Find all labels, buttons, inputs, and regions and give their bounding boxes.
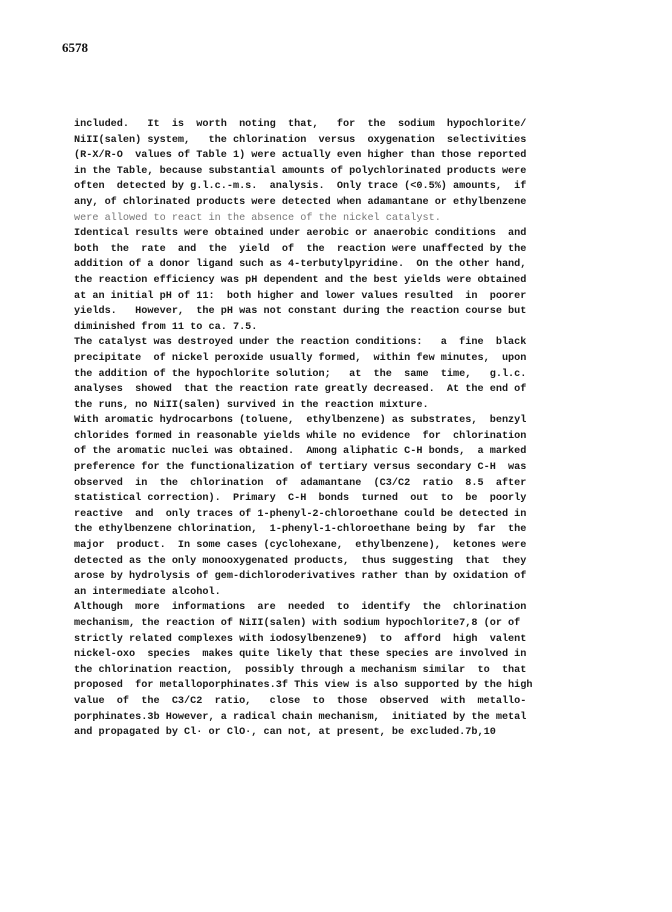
text-line: and propagated by Cl· or ClO·, can not, at present, be excluded.7b,10	[74, 727, 496, 739]
text-line: an intermediate alcohol.	[74, 586, 221, 598]
text-line: precipitate of nickel peroxide usually formed, within few minutes, upon	[74, 352, 527, 364]
text-line: addition of a donor ligand such as 4-terbutylpyridine. On the other hand,	[74, 259, 527, 271]
text-line: any, of chlorinated products were detected when adamantane or ethylbenzene	[74, 196, 527, 208]
text-line: mechanism, the reaction of NiII(salen) with sodium hypochlorite7,8 (or of	[74, 618, 521, 629]
text-line: observed in the chlorination of adamantane (C3/C2 ratio 8.5 after	[74, 477, 527, 489]
text-line: diminished from 11 to ca. 7.5.	[74, 321, 258, 333]
text-line: the runs, no NiII(salen) survived in the reaction mixture.	[74, 399, 429, 411]
text-line: NiII(salen) system, the chlorination versus oxygenation selectivities	[74, 134, 527, 146]
page-number: 6578	[62, 40, 88, 55]
text-line: analyses showed that the reaction rate greatly decreased. At the end of	[74, 384, 527, 396]
text-line: the addition of the hypochlorite solution; at the same time, g.l.c.	[74, 368, 527, 380]
text-line: Although more informations are needed to identify the chlorination	[74, 602, 527, 614]
text-line: of the aromatic nuclei was obtained. Among aliphatic C-H bonds, a marked	[74, 446, 527, 458]
text-line: With aromatic hydrocarbons (toluene, ethylbenzene) as substrates, benzyl	[74, 415, 527, 427]
text-line: nickel-oxo species makes quite likely that these species are involved in	[74, 649, 527, 661]
text-line: strictly related complexes with iodosylbenzene9) to afford high valent	[74, 633, 527, 645]
text-line: both the rate and the yield of the reaction were unaffected by the	[74, 243, 527, 255]
text-line: reactive and only traces of 1-phenyl-2-chloroethane could be detected in	[74, 508, 527, 520]
text-line: yields. However, the pH was not constant during the reaction course but	[74, 306, 527, 318]
text-line: at an initial pH of 11: both higher and lower values resulted in poorer	[74, 290, 527, 302]
text-line: the chlorination reaction, possibly through a mechanism similar to that	[74, 664, 527, 676]
text-line: in the Table, because substantial amounts of polychlorinated products were	[74, 165, 527, 177]
body-text	[74, 117, 608, 741]
text-line: The catalyst was destroyed under the reaction conditions: a fine black	[74, 337, 527, 349]
text-line: proposed for metalloporphinates.3f This view is also supported by the high	[74, 680, 533, 692]
text-line: statistical correction). Primary C-H bonds turned out to be poorly	[74, 493, 527, 505]
text-line: detected as the only monooxygenated products, thus suggesting that they	[74, 555, 527, 567]
text-line: the reaction efficiency was pH dependent and the best yields were obtained	[74, 274, 527, 286]
text-line: (R-X/R-O values of Table 1) were actually even higher than those reported	[74, 150, 527, 162]
text-line: arose by hydrolysis of gem-dichloroderivatives rather than by oxidation of	[74, 571, 527, 583]
text-line: Identical results were obtained under aerobic or anaerobic conditions and	[74, 228, 527, 240]
text-line: porphinates.3b However, a radical chain mechanism, initiated by the metal	[74, 711, 527, 723]
text-line: chlorides formed in reasonable yields while no evidence for chlorination	[74, 430, 527, 442]
text-line: the ethylbenzene chlorination, 1-phenyl-1-chloroethane being by far the	[74, 524, 527, 536]
text-line: often detected by g.l.c.-m.s. analysis. Only trace (<0.5%) amounts, if	[74, 181, 527, 193]
text-line: preference for the functionalization of tertiary versus secondary C-H was	[74, 462, 527, 474]
text-line: were allowed to react in the absence of the nickel catalyst.	[74, 212, 441, 224]
text-line: included. It is worth noting that, for the sodium hypochlorite/	[74, 119, 527, 130]
text-line: major product. In some cases (cyclohexane, ethylbenzene), ketones were	[74, 540, 527, 552]
text-line: value of the C3/C2 ratio, close to those observed with metallo-	[74, 695, 527, 707]
